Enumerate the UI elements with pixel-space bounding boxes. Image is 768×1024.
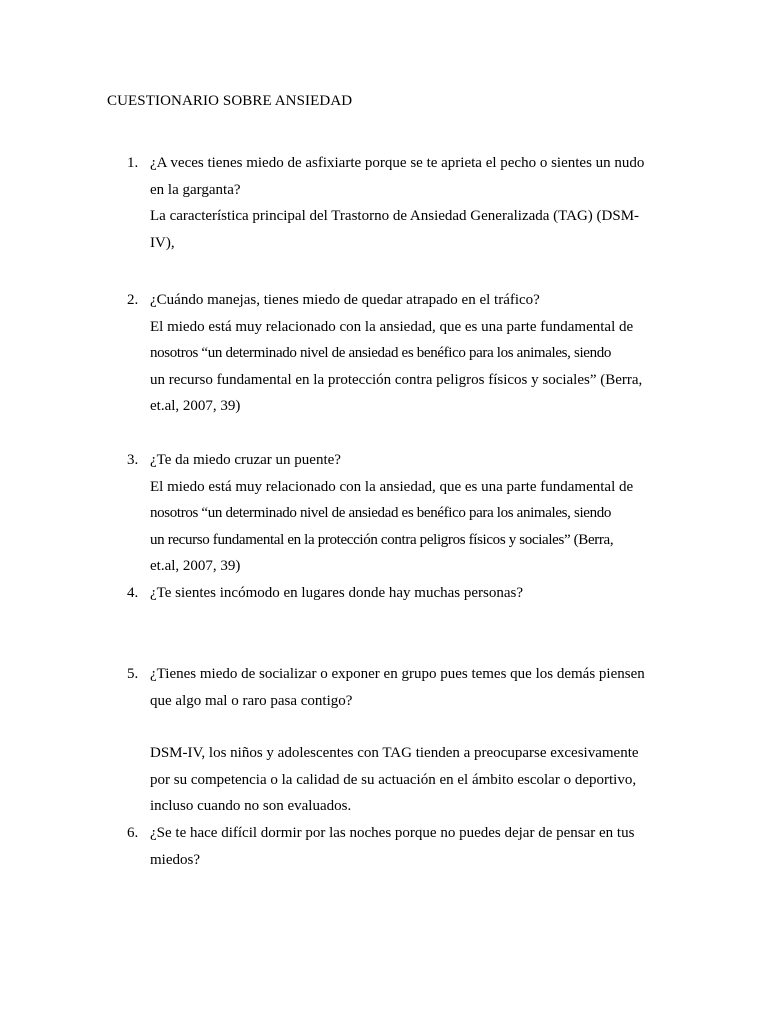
question-body: [150, 666, 660, 719]
question-line: El miedo está muy relacionado con la ansiedad, que es una parte fundamental de: [150, 478, 634, 495]
question-line: El miedo está muy relacionado con la ansiedad, que es una parte fundamental de: [150, 318, 634, 335]
question-body: [150, 292, 660, 425]
question-number: 4.: [127, 585, 139, 601]
question-number: 3.: [127, 452, 139, 468]
question-body: [150, 155, 660, 261]
question-number: 2.: [127, 292, 139, 308]
question-line: ¿Cuándo manejas, tienes miedo de quedar atrapado en el tráfico?: [150, 292, 540, 308]
dsm-paragraph: [150, 745, 660, 825]
question-line: ¿A veces tienes miedo de asfixiarte porque se te aprieta el pecho o sientes un nudo: [150, 155, 645, 171]
question-line: un recurso fundamental en la protección contra peligros físicos y sociales” (Berra,: [150, 531, 614, 548]
paragraph-line: por su competencia o la calidad de su actuación en el ámbito escolar o deportivo,: [150, 771, 637, 788]
question-line: nosotros “un determinado nivel de ansiedad es benéfico para los animales, siendo: [150, 505, 612, 521]
question-line: en la garganta?: [150, 181, 241, 198]
question-line: La característica principal del Trastorno de Ansiedad Generalizada (TAG) (DSM-: [150, 208, 640, 224]
question-line: ¿Tienes miedo de socializar o exponer en grupo pues temes que los demás piensen: [150, 666, 645, 682]
question-number: 5.: [127, 666, 139, 682]
question-body: [150, 825, 660, 878]
question-line: et.al, 2007, 39): [150, 558, 241, 574]
question-line: miedos?: [150, 851, 200, 868]
question-line: ¿Te da miedo cruzar un puente?: [150, 452, 341, 468]
document-title: CUESTIONARIO SOBRE ANSIEDAD: [107, 93, 353, 109]
question-line: et.al, 2007, 39): [150, 398, 241, 414]
question-line: IV),: [150, 234, 175, 251]
question-line: ¿Se te hace difícil dormir por las noches porque no puedes dejar de pensar en tus: [150, 825, 635, 841]
question-line: que algo mal o raro pasa contigo?: [150, 692, 353, 709]
question-body: [150, 585, 660, 612]
question-line: ¿Te sientes incómodo en lugares donde hay muchas personas?: [150, 585, 524, 601]
question-body: [150, 452, 660, 585]
paragraph-line: DSM-IV, los niños y adolescentes con TAG tienden a preocuparse excesivamente: [150, 745, 639, 761]
question-line: nosotros “un determinado nivel de ansiedad es benéfico para los animales, siendo: [150, 345, 612, 361]
question-number: 1.: [127, 155, 139, 171]
paragraph-line: incluso cuando no son evaluados.: [150, 798, 352, 814]
question-number: 6.: [127, 825, 139, 841]
question-line: un recurso fundamental en la protección contra peligros físicos y sociales” (Berra,: [150, 371, 643, 388]
